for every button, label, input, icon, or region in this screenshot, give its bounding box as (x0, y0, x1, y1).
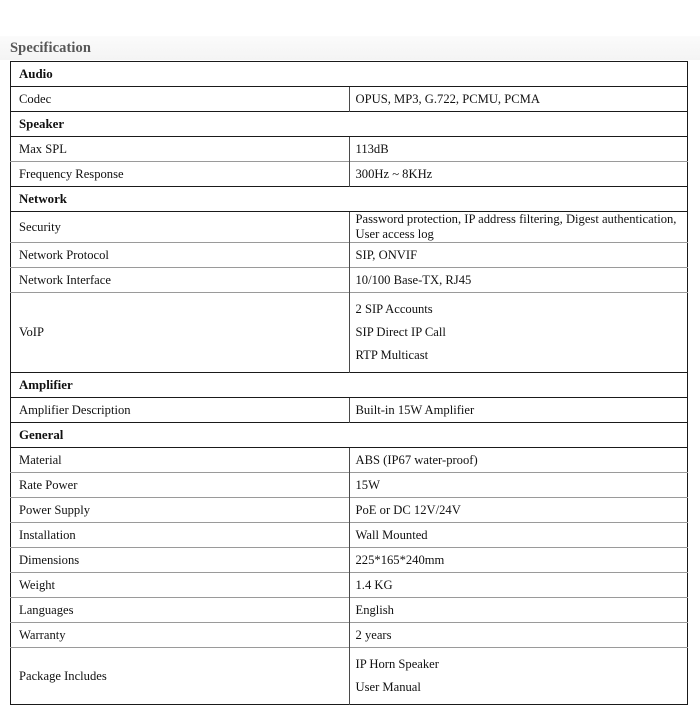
table-row (11, 162, 688, 187)
table-row (11, 598, 688, 623)
spec-value-cell: English (349, 598, 688, 623)
spec-value-cell: 225*165*240mm (349, 548, 688, 573)
table-row (11, 212, 688, 243)
section-header-row (11, 112, 688, 137)
page-title: Specification (10, 40, 92, 56)
spec-value-cell: PoE or DC 12V/24V (349, 498, 688, 523)
section-title: Audio (11, 62, 688, 87)
spec-value-cell: 300Hz ~ 8KHz (349, 162, 688, 187)
spec-key-cell: Languages (11, 598, 350, 623)
spec-value-cell: 113dB (355, 141, 389, 156)
spec-value-cell: Password protection, IP address filtering, Digest authentication, User access log (355, 212, 677, 241)
table-row (11, 523, 688, 548)
spec-value-line: SIP Direct IP Call (355, 325, 446, 339)
table-row (11, 398, 688, 423)
table-row (11, 243, 688, 268)
section-header-row (11, 62, 688, 87)
spec-key-cell: Codec (11, 87, 350, 112)
spec-value-cell: ABS (IP67 water-proof) (355, 452, 478, 467)
spec-value-cell: SIP, ONVIF (349, 243, 688, 268)
spec-value-cell: 10/100 Base-TX, RJ45 (349, 268, 688, 293)
spec-value-line: IP Horn Speaker (355, 657, 439, 671)
table-row (11, 623, 688, 648)
table-row (11, 573, 688, 598)
spec-value-cell: Wall Mounted (349, 523, 688, 548)
spec-key-cell: VoIP (11, 293, 350, 373)
section-header-row (11, 373, 688, 398)
spec-key-cell: Installation (11, 523, 350, 548)
table-row (11, 473, 688, 498)
section-header-row (11, 187, 688, 212)
spec-value-cell: 15W (349, 473, 688, 498)
spec-value-cell (349, 293, 688, 373)
spec-value-cell: 1.4 KG (349, 573, 688, 598)
section-title: Speaker (11, 112, 688, 137)
specification-table (10, 61, 688, 705)
spec-value-line: 2 SIP Accounts (355, 302, 433, 316)
spec-value-line: User Manual (355, 680, 421, 694)
spec-value-cell: 2 years (349, 623, 688, 648)
section-title: Network (11, 187, 688, 212)
spec-key-cell: Power Supply (11, 498, 350, 523)
section-header-row (11, 423, 688, 448)
spec-key-cell: Package Includes (11, 648, 350, 705)
table-row (11, 87, 688, 112)
table-row (11, 498, 688, 523)
spec-key-cell: Network Interface (11, 268, 350, 293)
table-row (11, 293, 688, 373)
section-title: General (11, 423, 688, 448)
spec-key-cell: Rate Power (11, 473, 350, 498)
spec-value-cell: Built-in 15W Amplifier (355, 402, 475, 417)
spec-value-cell: OPUS, MP3, G.722, PCMU, PCMA (355, 91, 540, 106)
spec-key-cell: Material (11, 448, 350, 473)
spec-key-cell: Security (11, 212, 350, 243)
table-row (11, 448, 688, 473)
spec-key-cell: Warranty (11, 623, 350, 648)
spec-key-cell: Weight (11, 573, 350, 598)
title-band (0, 36, 700, 60)
spec-key-cell: Amplifier Description (11, 398, 350, 423)
spec-key-cell: Network Protocol (11, 243, 350, 268)
table-row (11, 268, 688, 293)
section-title: Amplifier (11, 373, 688, 398)
spec-value-cell (349, 648, 688, 705)
table-row (11, 137, 688, 162)
table-row (11, 648, 688, 705)
spec-key-cell: Dimensions (11, 548, 350, 573)
spec-key-cell: Frequency Response (11, 162, 350, 187)
table-row (11, 548, 688, 573)
spec-value-line: RTP Multicast (355, 348, 429, 362)
spec-key-cell: Max SPL (11, 137, 350, 162)
